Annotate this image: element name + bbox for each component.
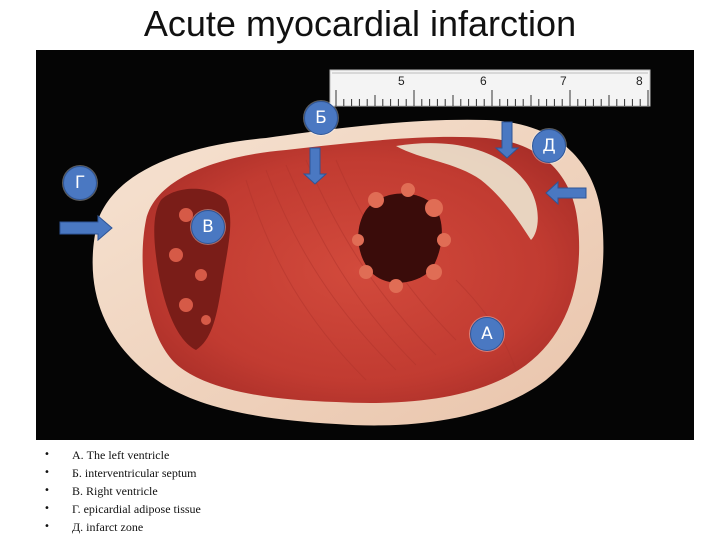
legend-item-text: Б. interventricular septum bbox=[72, 466, 197, 480]
marker-g-label: Г bbox=[74, 173, 86, 193]
heart-cross-section-illustration bbox=[36, 50, 694, 440]
marker-d-infarct-zone bbox=[532, 129, 566, 163]
legend-item-text: А. The left ventricle bbox=[72, 448, 170, 462]
legend-bullet: • bbox=[44, 521, 50, 532]
ruler-number: 6 bbox=[480, 74, 487, 88]
legend-bullet: • bbox=[44, 449, 50, 460]
marker-g-epicardial-fat bbox=[63, 166, 97, 200]
marker-b-interventricular-septum bbox=[304, 101, 338, 135]
marker-a-label: А bbox=[481, 324, 493, 344]
legend-item-text: Д. infarct zone bbox=[72, 520, 144, 534]
ruler bbox=[330, 70, 650, 106]
legend-item bbox=[44, 464, 201, 482]
legend-list bbox=[44, 446, 201, 536]
marker-v-right-ventricle bbox=[191, 210, 225, 244]
legend-bullet: • bbox=[44, 467, 50, 478]
marker-d-label: Д bbox=[542, 136, 556, 156]
legend-item bbox=[44, 500, 201, 518]
legend-item bbox=[44, 446, 201, 464]
legend-item-text: Г. epicardial adipose tissue bbox=[72, 502, 201, 516]
legend-item-text: В. Right ventricle bbox=[72, 484, 158, 498]
ruler-number: 7 bbox=[560, 74, 567, 88]
legend-bullet: • bbox=[44, 503, 50, 514]
legend-item bbox=[44, 482, 201, 500]
specimen-photo bbox=[36, 50, 694, 440]
ruler-number: 5 bbox=[398, 74, 405, 88]
marker-b-label: Б bbox=[315, 108, 327, 128]
marker-a-left-ventricle bbox=[470, 317, 504, 351]
slide-title: Acute myocardial infarction bbox=[143, 3, 577, 44]
ruler-number: 8 bbox=[636, 74, 643, 88]
marker-v-label: В bbox=[202, 217, 214, 237]
legend-item bbox=[44, 518, 201, 536]
legend-bullet: • bbox=[44, 485, 50, 496]
